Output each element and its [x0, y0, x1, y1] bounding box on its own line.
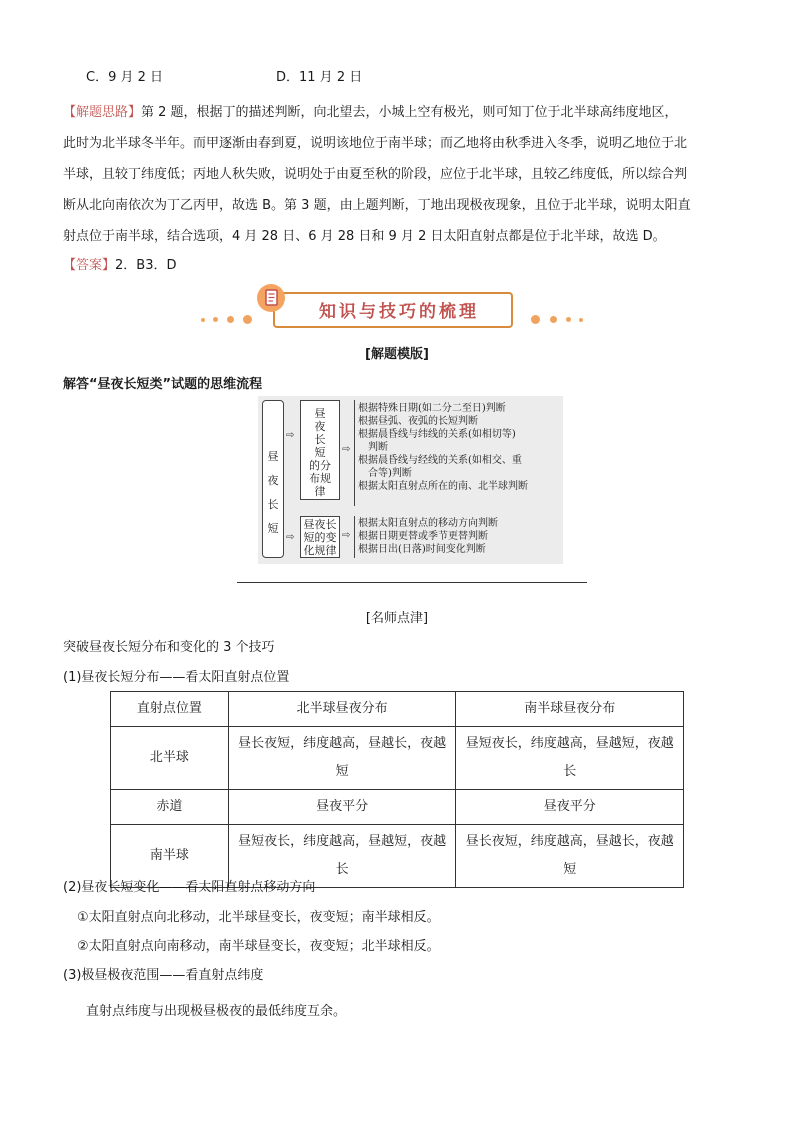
banner-dots-left	[197, 315, 277, 325]
table-cell: 昼夜平分	[456, 790, 684, 825]
arrow-to-branch2: ⇨	[286, 532, 295, 543]
table-cell: 南半球	[111, 825, 229, 888]
tip1-title: (1)昼夜长短分布——看太阳直射点位置	[63, 670, 290, 685]
banner-title: 知识与技巧的梳理	[319, 302, 479, 322]
flow-branch1-box: 昼 夜 长 短 的分 布规 律	[300, 400, 340, 500]
daylight-table	[110, 691, 684, 888]
arrow-branch2-items: ⇨	[342, 530, 351, 541]
template-heading: [解题模版]	[365, 347, 429, 362]
flow-branch2-items: 根据太阳直射点的移动方向判断 根据日期更替或季节更替判断 根据日出(日落)时间变化判断	[354, 516, 558, 558]
arrow-to-branch1: ⇨	[286, 430, 295, 441]
tips-heading: [名师点津]	[365, 611, 429, 626]
table-row	[111, 727, 684, 790]
flow-root-box: 昼 夜 长 短	[262, 400, 284, 558]
flow-branch1-items: 根据特殊日期(如二分二至日)判断 根据昼弧、夜弧的长短判断 根据晨昏线与纬线的关系(如相切等) 判断 根据晨昏线与经线的关系(如相交、重 合等)判断 根据太阳直射点所在的南、北半球判断	[354, 400, 558, 506]
table-cell: 北半球	[111, 727, 229, 790]
document-icon	[257, 284, 285, 312]
table-header-row	[111, 692, 684, 727]
thinking-tag: 【解题思路】	[63, 105, 142, 120]
section-banner	[197, 284, 587, 330]
flow-branch2-box: 昼夜长 短的变 化规律	[300, 516, 340, 558]
tips-intro: 突破昼夜长短分布和变化的 3 个技巧	[63, 640, 275, 655]
arrow-branch1-items: ⇨	[342, 444, 351, 455]
answer-tag: 【答案】	[63, 258, 116, 273]
tip2-title: (2)昼夜长短变化——看太阳直射点移动方向	[63, 880, 316, 895]
table-header: 北半球昼夜分布	[228, 692, 456, 727]
thinking-line-3: 半球，且较丁纬度低；丙地人秋失败，说明处于由夏至秋的阶段，应位于北半球，且较乙纬度低，所以综合判	[63, 167, 688, 182]
option-d: D．11 月 2 日	[276, 70, 363, 85]
thinking-line-1: 【解题思路】第 2 题，根据丁的描述判断，向北望去，小城上空有极光，则可知丁位于北半球高纬度地区，	[63, 105, 678, 120]
table-header: 直射点位置	[111, 692, 229, 727]
flow-heading: 解答“昼夜长短类”试题的思维流程	[63, 377, 263, 392]
thinking-line-2: 此时为北半球冬半年。而甲逐渐由春到夏，说明该地位于南半球；而乙地将由秋季进入冬季，说明乙地位于北	[63, 136, 688, 151]
table-cell: 昼短夜长，纬度越高，昼越短，夜越长	[456, 727, 684, 790]
table-cell: 昼长夜短，纬度越高，昼越长，夜越短	[456, 825, 684, 888]
solution-thinking	[63, 97, 733, 252]
tip2-item-1: ①太阳直射点向北移动，北半球昼变长，夜变短；南半球相反。	[77, 910, 440, 925]
table-cell: 昼夜平分	[228, 790, 456, 825]
answer	[63, 254, 177, 273]
table-header: 南半球昼夜分布	[456, 692, 684, 727]
tip3-text: 直射点纬度与出现极昼极夜的最低纬度互余。	[86, 1004, 347, 1019]
thinking-flowchart	[258, 396, 563, 564]
tip3-title: (3)极昼极夜范围——看直射点纬度	[63, 968, 264, 983]
banner-dots-right	[507, 315, 587, 325]
thinking-line-4: 断从北向南依次为丁乙丙甲，故选 B。第 3 题，由上题判断，丁地出现极夜现象，且位于北半球，说明太阳直	[63, 198, 691, 213]
table-cell: 赤道	[111, 790, 229, 825]
thinking-line-5: 射点位于南半球，结合选项，4 月 28 日、6 月 28 日和 9 月 2 日太阳直射点都是位于北半球，故选 D。	[63, 229, 666, 244]
option-c: C．9 月 2 日	[86, 70, 164, 85]
table-cell: 昼长夜短，纬度越高，昼越长，夜越短	[228, 727, 456, 790]
divider	[237, 582, 587, 583]
answer-text: 2．B3．D	[115, 258, 177, 273]
table-row	[111, 790, 684, 825]
tip2-item-2: ②太阳直射点向南移动，南半球昼变长，夜变短；北半球相反。	[77, 939, 440, 954]
table-cell: 昼短夜长，纬度越高，昼越短，夜越长	[228, 825, 456, 888]
